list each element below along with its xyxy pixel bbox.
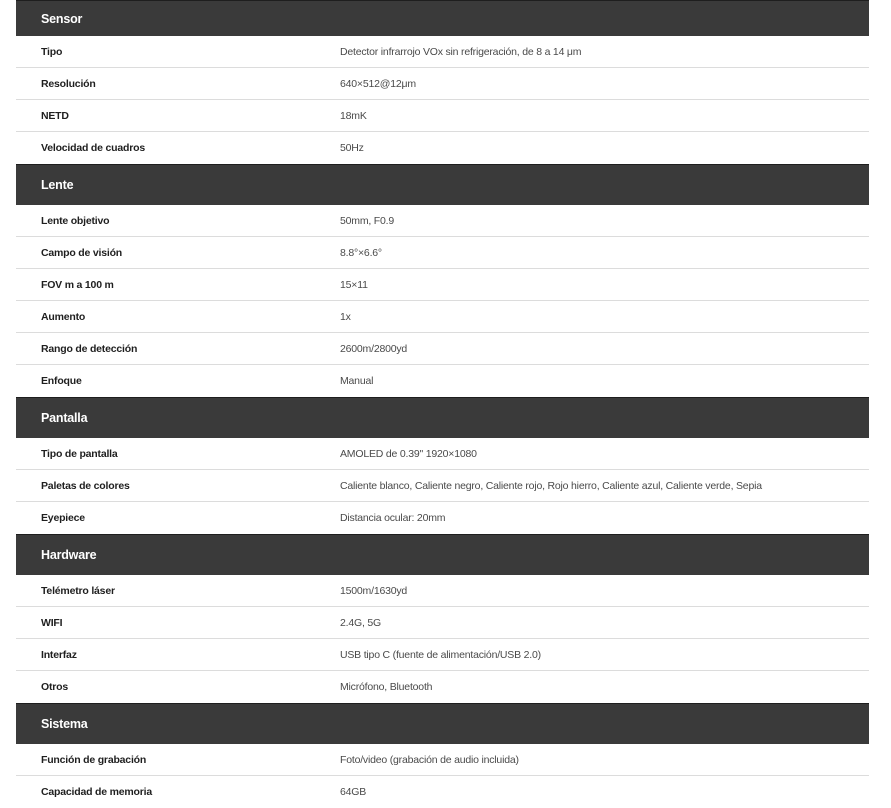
table-row: [16, 639, 869, 671]
spec-value: 8.8°×6.6°: [340, 246, 382, 259]
spec-label: Tipo: [41, 45, 63, 58]
spec-label: Rango de detección: [41, 342, 138, 355]
spec-label: Paletas de colores: [41, 479, 130, 492]
spec-value: 640×512@12μm: [340, 77, 416, 90]
spec-value: USB tipo C (fuente de alimentación/USB 2.0): [340, 648, 541, 661]
spec-label: Capacidad de memoria: [41, 786, 152, 798]
section-header-sensor: [16, 0, 869, 36]
section-header-lente: [16, 164, 869, 205]
spec-label: Velocidad de cuadros: [41, 142, 145, 154]
table-row: [16, 776, 869, 808]
spec-label: Resolución: [41, 77, 96, 90]
table-row: [16, 333, 869, 365]
spec-label: Otros: [41, 681, 69, 693]
spec-value: 2.4G, 5G: [340, 616, 382, 629]
spec-label: Interfaz: [41, 648, 77, 661]
spec-label: Función de grabación: [41, 753, 147, 766]
spec-label: NETD: [41, 109, 69, 122]
spec-value: 18mK: [340, 109, 367, 122]
spec-value: 50mm, F0.9: [340, 214, 395, 227]
section-header-sistema: [16, 703, 869, 744]
table-row: [16, 502, 869, 534]
spec-value: 1x: [340, 310, 351, 323]
table-row: [16, 132, 869, 164]
table-row: [16, 671, 869, 703]
section-header-pantalla: [16, 397, 869, 438]
spec-label: Campo de visión: [41, 246, 123, 259]
spec-value: Manual: [340, 375, 374, 387]
spec-value: Foto/video (grabación de audio incluida): [340, 753, 519, 766]
table-row: [16, 68, 869, 100]
spec-label: Tipo de pantalla: [41, 447, 118, 460]
table-row: [16, 205, 869, 237]
section-title: Sistema: [41, 717, 88, 731]
spec-label: Telémetro láser: [41, 584, 115, 597]
table-row: [16, 301, 869, 333]
spec-value: 15×11: [340, 278, 368, 291]
section-title: Lente: [41, 178, 74, 192]
spec-value: Distancia ocular: 20mm: [340, 512, 446, 524]
section-title: Sensor: [41, 11, 83, 26]
spec-value: 64GB: [340, 786, 367, 798]
table-row: [16, 744, 869, 776]
spec-value: Micrófono, Bluetooth: [340, 681, 433, 693]
table-row: [16, 237, 869, 269]
section-title: Hardware: [41, 548, 97, 562]
table-row: [16, 36, 869, 68]
section-header-hardware: [16, 534, 869, 575]
table-row: [16, 438, 869, 470]
table-row: [16, 575, 869, 607]
spec-label: Lente objetivo: [41, 214, 110, 227]
table-row: [16, 607, 869, 639]
table-row: [16, 100, 869, 132]
spec-value: Caliente blanco, Caliente negro, Caliente rojo, Rojo hierro, Caliente azul, Caliente verde, Sepia: [340, 479, 762, 492]
spec-label: Aumento: [41, 310, 86, 323]
spec-label: WIFI: [41, 616, 63, 629]
spec-label: Enfoque: [41, 375, 82, 387]
spec-label: Eyepiece: [41, 512, 85, 524]
spec-label: FOV m a 100 m: [41, 278, 114, 291]
section-title: Pantalla: [41, 411, 88, 425]
table-row: [16, 470, 869, 502]
table-row: [16, 269, 869, 301]
spec-value: 2600m/2800yd: [340, 342, 408, 355]
table-row: [16, 365, 869, 397]
spec-value: 1500m/1630yd: [340, 584, 408, 597]
spec-value: AMOLED de 0.39" 1920×1080: [340, 447, 477, 460]
spec-value: Detector infrarrojo VOx sin refrigeración, de 8 a 14 μm: [340, 45, 582, 58]
spec-table: [16, 0, 869, 808]
spec-value: 50Hz: [340, 142, 364, 154]
